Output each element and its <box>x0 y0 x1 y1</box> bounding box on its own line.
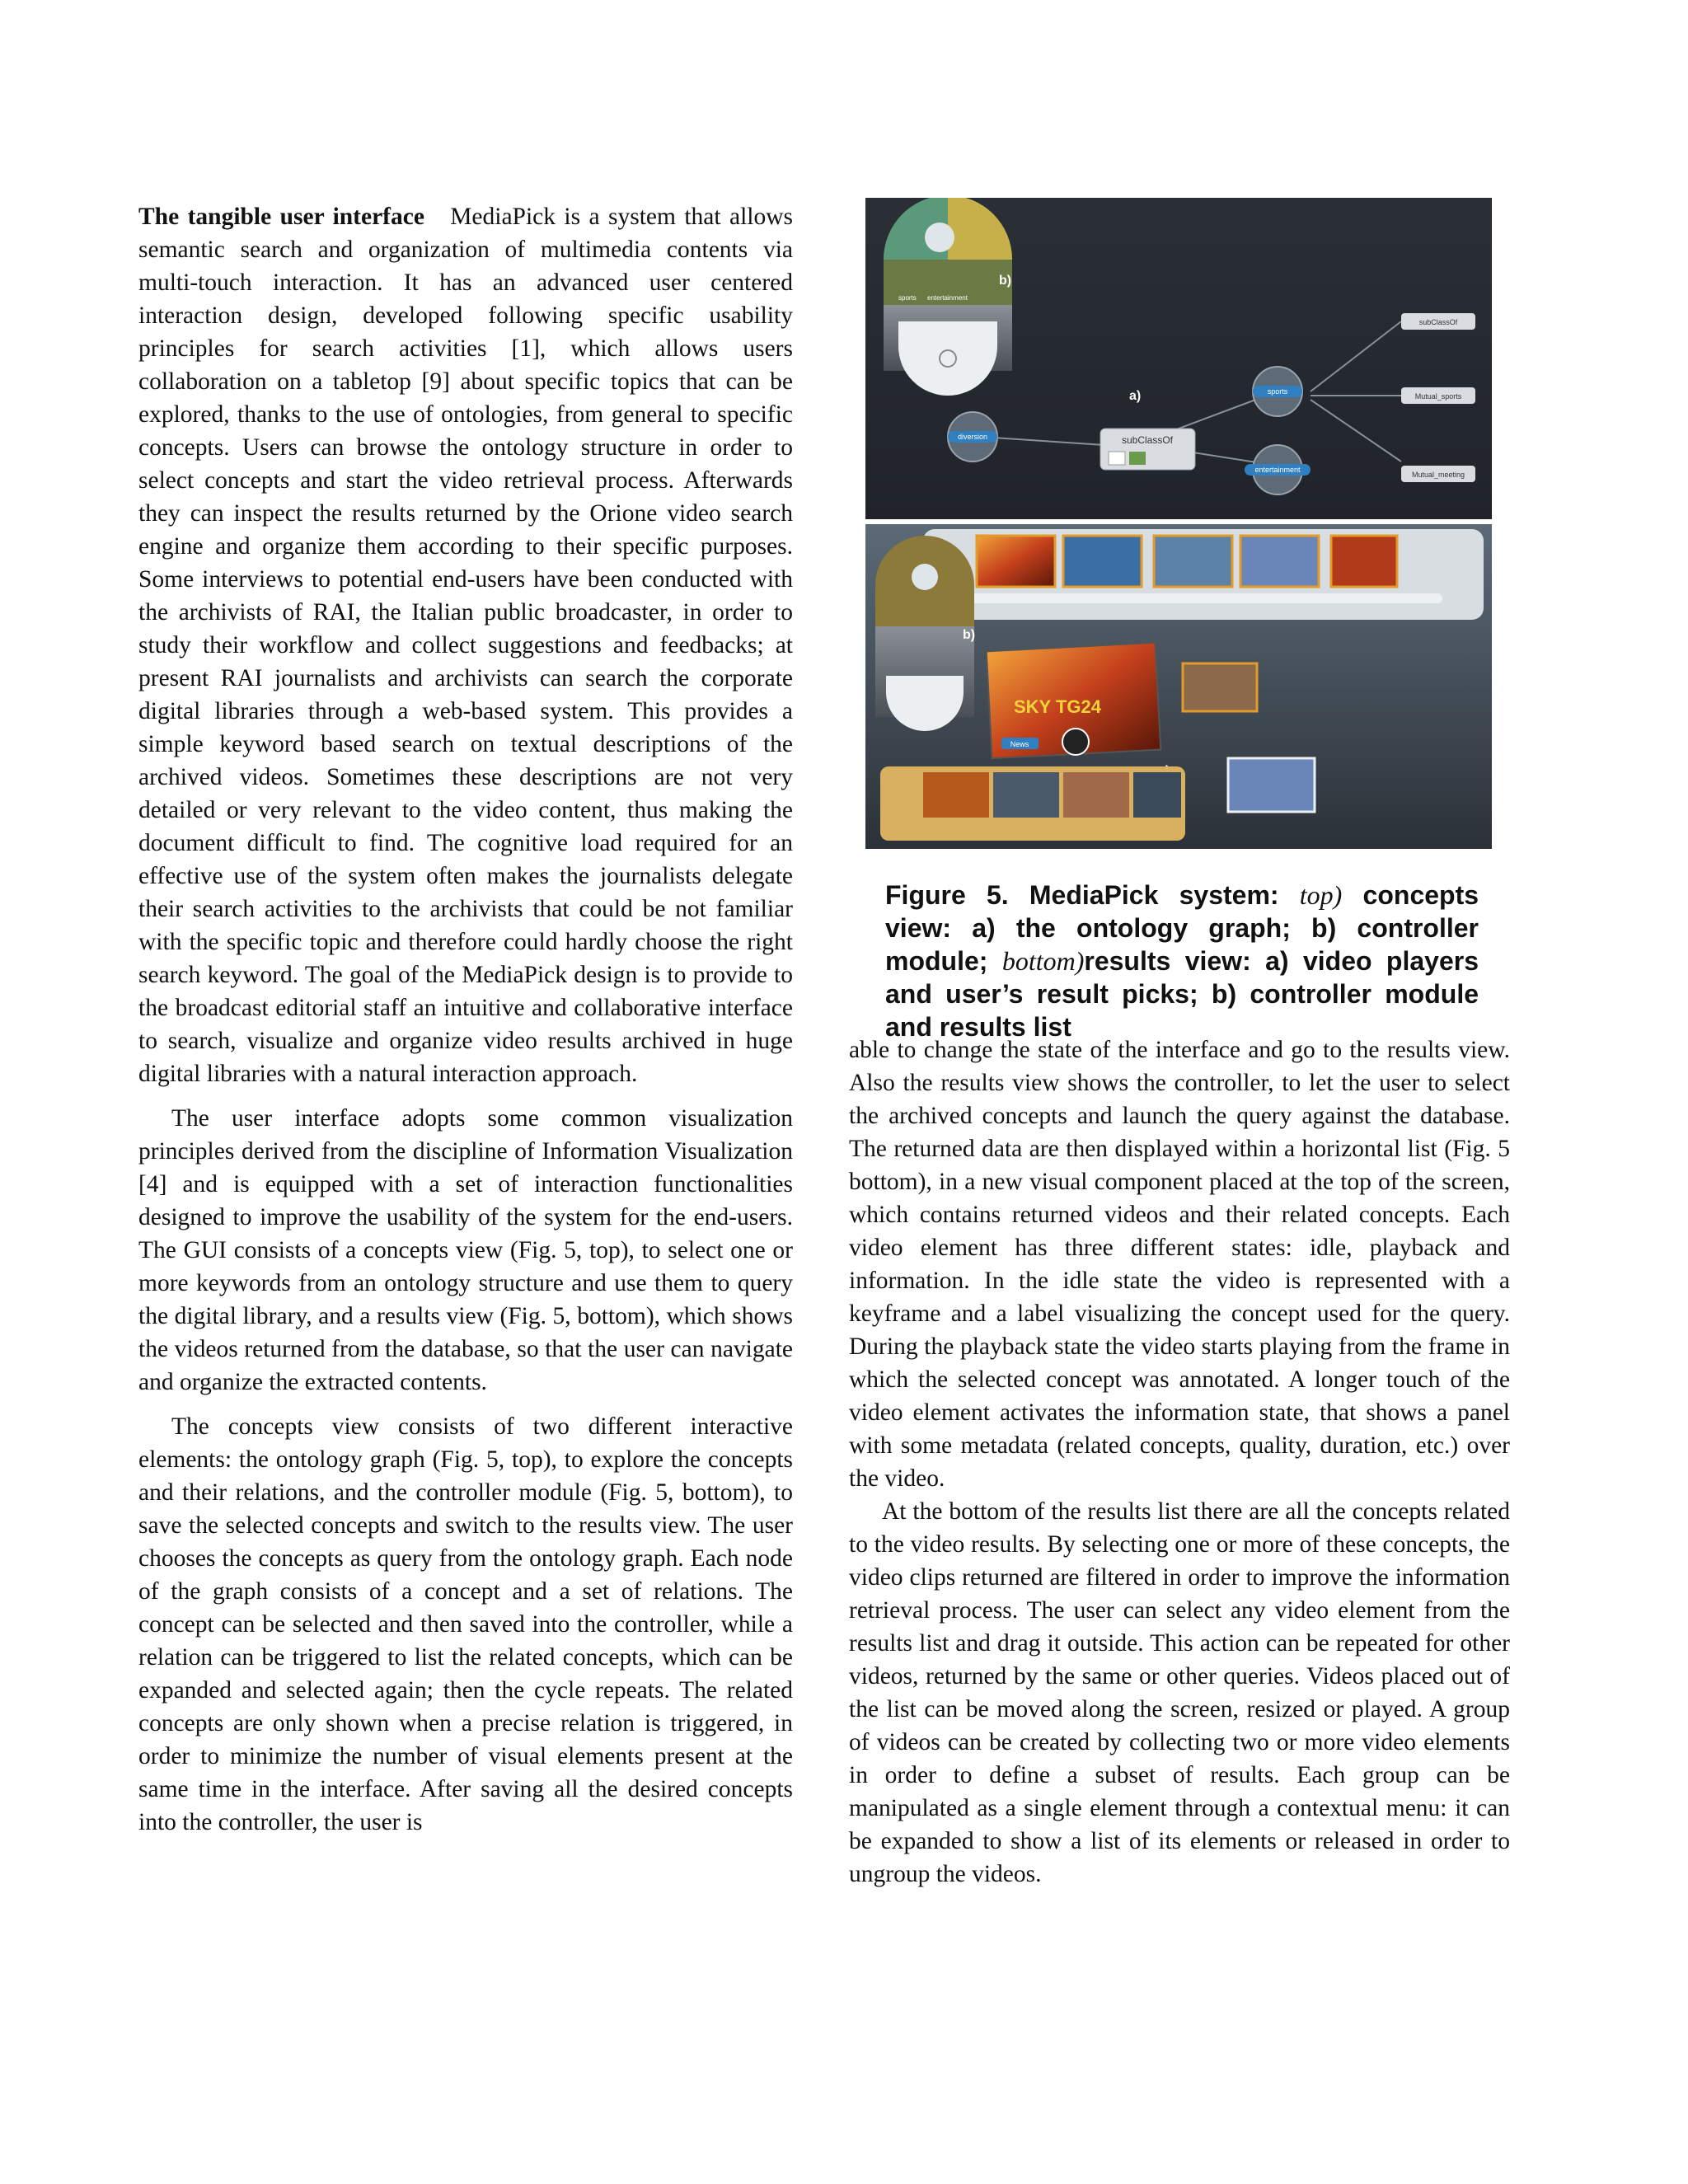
caption-end: results view: a) video players and user’s result picks; b) controller module and results list <box>885 946 1479 1042</box>
figure-5 <box>865 198 1492 849</box>
paragraph: The user interface adopts some common visualization principles derived from the discipline of Information Visualization [4] and is equipped with a set of interaction functionalities designed to improve the usability of the system for the end-users. The GUI consists of a concepts view (Fig. 5, top), to select one or more keywords from an ontology structure and use them to query the digital library, and a results view (Fig. 5, bottom), which shows the videos returned from the database, so that the user can navigate and organize the extracted contents. <box>138 1105 793 1395</box>
graph-node-sports[interactable] <box>1253 367 1302 416</box>
paragraph: At the bottom of the results list there are all the concepts related to the video results. By selecting one or more of these concepts, the video clips returned are filtered in order to improve the information retrieval process. The user can select any video element from the results list and drag it outside. This action can be repeated for other videos, returned by the same or other queries. Videos placed out of the list can be moved along the screen, resized or played. A group of videos can be created by collecting two or more video elements in order to define a subset of results. Each group can be manipulated as a single element through a contextual menu: it can be expanded to show a list of its elements or released in order to ungroup the videos. <box>849 1498 1510 1887</box>
graph-node-subclassof[interactable] <box>1100 429 1195 470</box>
figure-caption <box>885 879 1479 1043</box>
concept-filter-bar[interactable] <box>948 593 1442 603</box>
video-player-main[interactable] <box>987 643 1161 759</box>
svg-text:diversion: diversion <box>957 433 988 441</box>
relation-subclassof[interactable] <box>1401 313 1475 330</box>
label-b-bottom: b) <box>963 628 976 642</box>
svg-text:subClassOf: subClassOf <box>1121 434 1174 446</box>
news-tag: News <box>1010 740 1029 748</box>
paragraph <box>138 200 793 1090</box>
results-controller-module[interactable] <box>875 536 974 731</box>
controller-tab-entertainment: entertainment <box>927 294 968 302</box>
svg-text:entertainment: entertainment <box>1254 466 1301 474</box>
section-heading: The tangible user interface <box>138 204 424 230</box>
svg-text:Mutual_meeting: Mutual_meeting <box>1411 471 1465 479</box>
paragraph: The concepts view consists of two different interactive elements: the ontology graph (Fig. 5, top), to explore the concepts and their relations, and the controller module (Fig. 5, bottom), to save the selected concepts and switch to the results view. The user chooses the concepts as query from the ontology graph. Each node of the graph consists of a concept and a set of relations. The concept can be selected and then saved into the controller, while a relation can be triggered to list the related concepts, which can be expanded and selected again; then the cycle repeats. The related concepts are only shown when a precise relation is triggered, in order to minimize the number of visual elements present at the same time in the interface. After saving all the desired concepts into the controller, the user is <box>138 1413 793 1835</box>
right-column <box>849 1033 1510 1891</box>
relation-mutual-meeting[interactable] <box>1401 466 1475 482</box>
controller-tab-sports: sports <box>898 294 917 302</box>
caption-bottom-label: bottom) <box>1001 946 1085 976</box>
paragraph-text: MediaPick is a system that allows semantic search and organization of multimedia contents via multi-touch interaction. It has an advanced user centered interaction design, developed following specific usability principles for search activities [1], which allows users collaboration on a tabletop [9] about specific topics that can be explored, thanks to the use of ontologies, from general to specific concepts. Users can browse the ontology structure in order to select concepts and start the video retrieval process. Afterwards they can inspect the results returned by the Orione video search engine and organize them according to their specific purposes. Some interviews to potential end-users have been conducted with the archivists of RAI, the Italian public broadcaster, in order to study their workflow and collect suggestions and feedbacks; at present RAI journalists and archivists can search the corporate digital libraries through a web-based system. This provides a simple keyword based search on textual descriptions of the archived videos. Sometimes these descriptions are not very detailed or very relevant to the video content, thus making the document difficult to find. The cognitive load required for an effective use of the system often makes the journalists delegate their search activities to the archivists that could be not familiar with the specific topic and therefore could hardly choose the right search keyword. The goal of the MediaPick design is to provide to the broadcast editorial staff an intuitive and collaborative interface to search, visualize and organize video results archived in huge digital libraries with a natural interaction approach. <box>138 204 794 1087</box>
concepts-view-panel <box>865 198 1492 519</box>
label-a-top: a) <box>1129 389 1142 403</box>
svg-text:Mutual_sports: Mutual_sports <box>1414 392 1462 401</box>
caption-top-label: top) <box>1299 880 1343 910</box>
controller-module[interactable] <box>884 198 1012 396</box>
label-b-top: b) <box>999 274 1012 288</box>
svg-text:subClassOf: subClassOf <box>1418 318 1458 326</box>
svg-text:sports: sports <box>1267 387 1288 396</box>
result-thumbnails[interactable] <box>977 536 1397 587</box>
graph-node-diversion[interactable] <box>948 412 997 462</box>
mediapick-screenshot <box>865 198 1492 849</box>
caption-prefix: Figure 5. MediaPick system: <box>885 880 1279 910</box>
channel-logo: SKY TG24 <box>1014 696 1101 717</box>
paragraph: able to change the state of the interface and go to the results view. Also the results view shows the controller, to let the user to select the archived concepts and launch the query against the database. The returned data are then displayed within a horizontal list (Fig. 5 bottom), in a new visual component placed at the top of the screen, which contains returned videos and their related concepts. Each video element has three different states: idle, playback and information. In the idle state the video is represented with a keyframe and a label visualizing the concept used for the query. During the playback state the video starts playing from the frame in which the selected concept was annotated. A longer touch of the video element activates the information state, that shows a panel with some metadata (related concepts, quality, duration, etc.) over the video. <box>849 1037 1510 1492</box>
results-view-panel <box>865 524 1492 849</box>
relation-mutual-sports[interactable] <box>1401 387 1475 404</box>
caption-mid: concepts view: a) the ontology graph; b) controller module; <box>885 880 1479 976</box>
user-result-picks[interactable] <box>880 766 1185 841</box>
left-column <box>138 200 793 1839</box>
